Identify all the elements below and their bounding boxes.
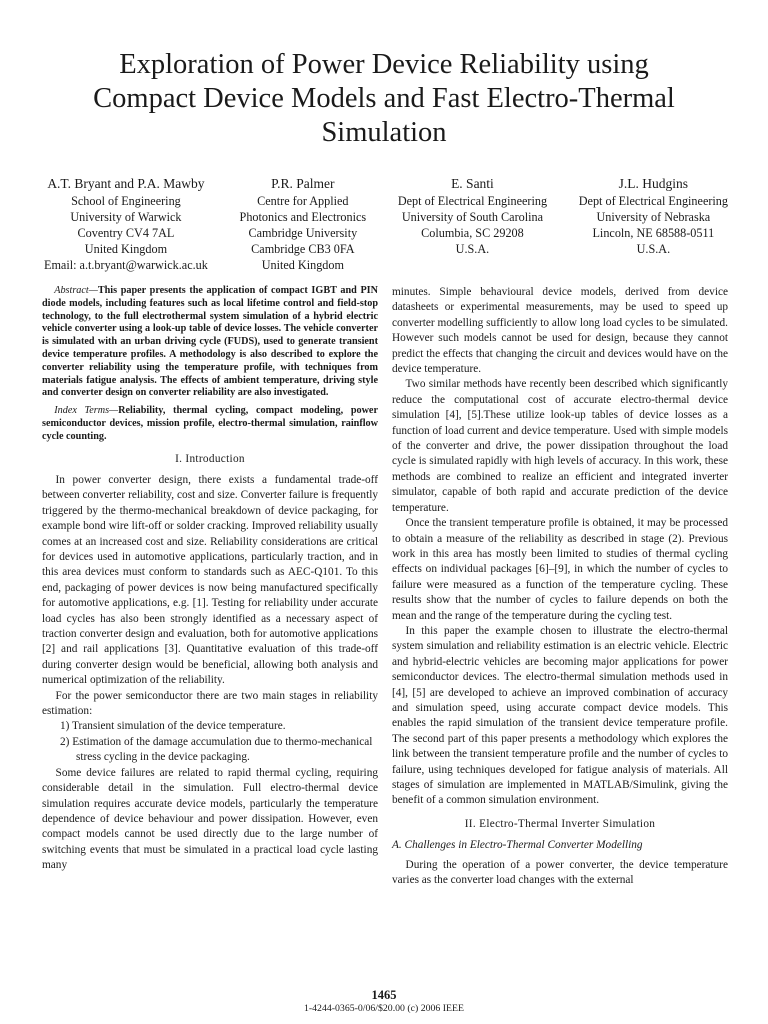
list-item: 1) Transient simulation of the device temperature. (60, 720, 286, 733)
paragraph: For the power semiconductor there are two main stages in reliability estimation: (42, 689, 378, 718)
title-line: Compact Device Models and Fast Electro-Thermal (93, 83, 675, 114)
author-name: P.R. Palmer (271, 176, 335, 191)
author-name: A.T. Bryant and P.A. Mawby (47, 176, 205, 191)
author-name: E. Santi (451, 176, 494, 191)
copyright-footer: 1-4244-0365-0/06/$20.00 (c) 2006 IEEE (304, 1003, 464, 1014)
affiliation-line: Lincoln, NE 68588-0511 (592, 226, 715, 240)
affiliation-line: Cambridge CB3 0FA (251, 242, 355, 256)
author-bryant-mawby (44, 176, 208, 273)
author-santi (398, 176, 547, 273)
author-email: Email: a.t.bryant@warwick.ac.uk (44, 258, 208, 272)
affiliation-line: United Kingdom (261, 258, 344, 272)
affiliation-line: United Kingdom (84, 242, 168, 256)
affiliation-line: U.S.A. (636, 242, 671, 256)
paragraph: During the operation of a power converter, the device temperature varies as the converter load changes with the external (392, 858, 728, 887)
author-name: J.L. Hudgins (618, 176, 689, 191)
abstract (42, 285, 378, 400)
author-hudgins (579, 176, 728, 273)
paragraph: Two similar methods have recently been described which significantly reduce the computational cost of accurate electro-thermal device simulation [4], [5].These utilize look-up tables of device losses as a function of load current and device temperature. Used with simple models of the converter and drive, the power dissipation throughout the load cycle is simulated rapidly with high levels of accuracy. In this work, these methods are combined to realize an efficient and integrated inverter simulator, capable of both rapid and accurate prediction of the device temperature. (392, 378, 728, 514)
paper-title (40, 48, 728, 150)
section-heading-electro-thermal: II. Electro-Thermal Inverter Simulation (464, 817, 656, 830)
affiliation-line: University of Warwick (70, 210, 182, 224)
author-block (44, 176, 728, 273)
abstract-text: This paper presents the application of compact IGBT and PIN diode models, including features such as local lifetime control and field-stop technology, to the full electrothermal system simulation of a hybrid electric vehicle converter using a look-up table of device losses. The vehicle converter is simulated with an urban driving cycle (FUDS), used to generate transient device temperature profiles. A methodology is also described to explore the converter reliability using the temperature profile, with techniques from materials fatigue analysis. The effects of ambient temperature, driving style and converter design on converter reliability are also investigated. (42, 285, 378, 399)
paragraph: minutes. Simple behavioural device models, derived from device datasheets or experimental measurements, may be used to speed up converter modelling sufficiently to allow long load cycles to be simulated. However such models cannot be used for design, because they cannot predict the effects that changing the circuit and devices would have on the device temperature. (392, 286, 728, 376)
list-item: 2) Estimation of the damage accumulation due to thermo-mechanical stress cycling in the device packaging. (60, 735, 373, 764)
index-terms-label: Index Terms— (54, 405, 119, 417)
affiliation-line: University of South Carolina (401, 210, 544, 224)
paragraph: Once the transient temperature profile is obtained, it may be processed to obtain a measure of the reliability as described in stage (2). Previous work in this area has mostly been limited to studies of thermal cycling effects on individual packages [6]–[9], in which the number of cycles to failure were measured as a function of the temperature cycling. These results show that the number of cycles to failure depends on both the mean and the range of the temperature during the cycling test. (392, 517, 728, 622)
page-number: 1465 (371, 988, 397, 1002)
affiliation-line: U.S.A. (455, 242, 490, 256)
paragraph: In this paper the example chosen to illustrate the electro-thermal system simulation and reliability estimation is an electric vehicle. Electric and hybrid-electric vehicles are becoming major applications for power semiconductor devices. The electro-thermal simulation methods used in [4], [5] are developed to achieve an improved combination of accuracy and simulation speed, using accurate compact device models. This enables the rapid simulation of the transient device temperature profile. The second part of this paper presents a methodology which explores the link between the transient temperature profile and the number of cycles to failure, using techniques developed for fatigue analysis of materials. All stages of simulation are implemented in MATLAB/Simulink, giving the benefit of a common simulation environment. (392, 624, 728, 807)
subsection-heading: A. Challenges in Electro-Thermal Converter Modelling (392, 839, 643, 852)
section-heading-introduction: I. Introduction (175, 452, 245, 465)
affiliation-line: Cambridge University (248, 226, 358, 240)
affiliation-line: Coventry CV4 7AL (77, 226, 175, 240)
left-column (42, 285, 378, 874)
affiliation-line: University of Nebraska (596, 210, 711, 224)
title-line: Exploration of Power Device Reliability using (119, 49, 649, 80)
title-line: Simulation (321, 117, 447, 148)
paragraph: Some device failures are related to rapid thermal cycling, requiring considerable detail in the simulation. Full electro-thermal device simulation requires accurate device models, particularly the temperature dependence of device behaviour and power dissipation. However, even compact models cannot be used directly due to the large number of switching events that must be simulated in a practical load cycle lasting many (42, 766, 378, 872)
affiliation-line: Dept of Electrical Engineering (578, 194, 728, 208)
affiliation-line: Centre for Applied (257, 194, 349, 208)
index-terms-text: Reliability, thermal cycling, compact modeling, power semiconductor devices, mission profile, electro-thermal simulation, rainflow cycle counting. (42, 405, 378, 442)
paragraph: In power converter design, there exists a fundamental trade-off between converter reliability, cost and size. Converter failure is frequently triggered by the thermo-mechanical breakdown of device packaging, for example bond wire lift-off or solder cracking. Improved reliability usually comes at an increased cost and size. Reliability considerations are critical for devices used in automotive applications, particularly traction, and in this area devices must conform to standards such as AEC-Q101. To this end, packaging of power devices is now being manufactured specifically for automotive applications, e.g. [1]. Testing for reliability under accurate load cycles has also been strongly identified as a necessary aspect of traction converter design and evaluation, both for automotive applications [2] and rail applications [3]. Quantitative evaluation of this trade-off during converter design would be beneficial, allowing both analysis and numerical optimization of the reliability. (42, 473, 378, 687)
index-terms (42, 405, 378, 443)
affiliation-line: Columbia, SC 29208 (421, 226, 524, 240)
right-column (392, 285, 728, 888)
affiliation-line: Photonics and Electronics (239, 210, 367, 224)
stage-list (42, 719, 378, 765)
affiliation-line: School of Engineering (71, 194, 181, 208)
affiliation-line: Dept of Electrical Engineering (397, 194, 548, 208)
abstract-label: Abstract— (54, 285, 98, 296)
author-palmer (240, 176, 367, 273)
